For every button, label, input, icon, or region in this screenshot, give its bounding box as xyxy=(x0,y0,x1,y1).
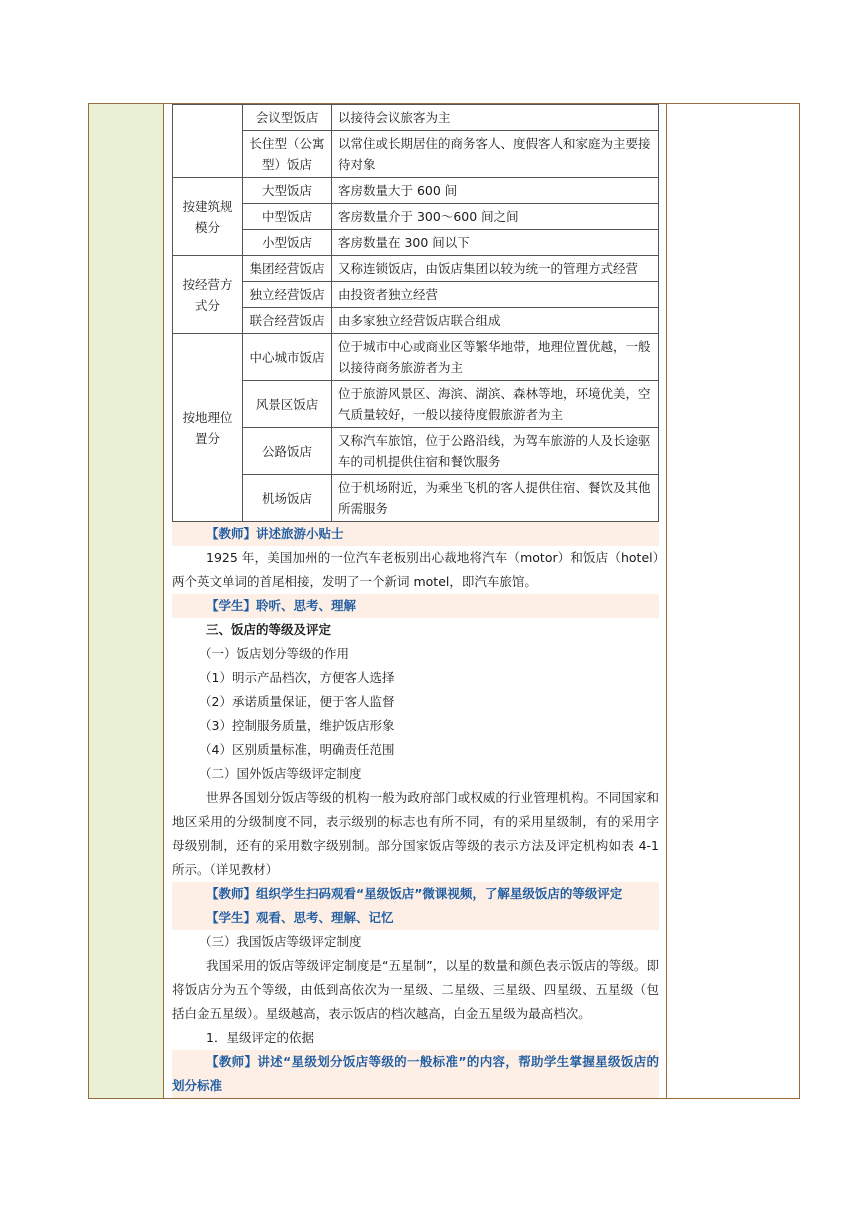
subsection-1: （一）饭店划分等级的作用 xyxy=(199,646,350,661)
table-row xyxy=(173,178,659,204)
teacher-note-1: 【教师】讲述旅游小贴士 xyxy=(172,522,659,546)
china-rating-paragraph: 我国采用的饭店等级评定制度是“五星制”，以星的数量和颜色表示饭店的等级。即将饭店分为五个等级，由低到高依次为一星级、二星级、三星级、四星级、五星级（包括白金五星级）。星级越高，表示饭店的档次越高，白金五星级为最高档次。 xyxy=(172,958,659,1021)
hotel-desc-cell: 位于城市中心或商业区等繁华地带，地理位置优越，一般以接待商务旅游者为主 xyxy=(332,334,659,381)
table-row xyxy=(173,105,659,131)
table-row xyxy=(173,131,659,178)
group-cell: 按建筑规模分 xyxy=(173,178,243,256)
hotel-desc-cell: 位于旅游风景区、海滨、湖滨、森林等地，环境优美，空气质量较好，一般以接待度假旅游者为主 xyxy=(332,381,659,428)
list-item: （3）控制服务质量，维护饭店形象 xyxy=(199,718,395,733)
table-row xyxy=(173,204,659,230)
tip-paragraph: 1925 年，美国加州的一位汽车老板别出心裁地将汽车（motor）和饭店（hotel）两个英文单词的首尾相接，发明了一个新词 motel，即汽车旅馆。 xyxy=(172,550,659,589)
foreign-rating-paragraph: 世界各国划分饭店等级的机构一般为政府部门或权威的行业管理机构。不同国家和地区采用的分级制度不同，表示级别的标志也有所不同，有的采用星级制，有的采用字母级别制，还有的采用数字级别制。部分国家饭店等级的表示方法及评定机构如表 4-1 所示。（详见教材） xyxy=(172,790,659,877)
group-cell: 按地理位置分 xyxy=(173,334,243,522)
lesson-table xyxy=(88,103,800,1099)
hotel-type-cell: 中心城市饭店 xyxy=(243,334,332,381)
hotel-type-cell: 联合经营饭店 xyxy=(243,308,332,334)
hotel-desc-cell: 客房数量大于 600 间 xyxy=(332,178,659,204)
table-row xyxy=(173,334,659,381)
hotel-classification-table xyxy=(172,104,659,522)
right-column xyxy=(666,104,798,1098)
group-cell: 按经营方式分 xyxy=(173,256,243,334)
group-cell xyxy=(173,105,243,178)
left-column xyxy=(89,104,164,1098)
main-content xyxy=(172,104,661,1098)
hotel-desc-cell: 由投资者独立经营 xyxy=(332,282,659,308)
hotel-desc-cell: 又称连锁饭店，由饭店集团以较为统一的管理方式经营 xyxy=(332,256,659,282)
hotel-type-cell: 长住型（公寓型）饭店 xyxy=(243,131,332,178)
student-note-2: 【学生】观看、思考、理解、记忆 xyxy=(172,906,659,930)
teacher-note-2: 【教师】组织学生扫码观看“星级饭店”微课视频，了解星级饭店的等级评定 xyxy=(172,882,659,906)
hotel-desc-cell: 客房数量介于 300～600 间之间 xyxy=(332,204,659,230)
table-row xyxy=(173,475,659,522)
hotel-type-cell: 小型饭店 xyxy=(243,230,332,256)
hotel-desc-cell: 又称汽车旅馆，位于公路沿线，为驾车旅游的人及长途驱车的司机提供住宿和餐饮服务 xyxy=(332,428,659,475)
table-row xyxy=(173,381,659,428)
hotel-type-cell: 中型饭店 xyxy=(243,204,332,230)
hotel-type-cell: 大型饭店 xyxy=(243,178,332,204)
list-item: （4）区别质量标准，明确责任范围 xyxy=(199,742,395,757)
numbered-heading: 1．星级评定的依据 xyxy=(206,1030,314,1045)
hotel-desc-cell: 由多家独立经营饭店联合组成 xyxy=(332,308,659,334)
hotel-desc-cell: 位于机场附近，为乘坐飞机的客人提供住宿、餐饮及其他所需服务 xyxy=(332,475,659,522)
table-row xyxy=(173,230,659,256)
subsection-3: （三）我国饭店等级评定制度 xyxy=(199,934,362,949)
table-row xyxy=(173,282,659,308)
hotel-desc-cell: 以常住或长期居住的商务客人、度假客人和家庭为主要接待对象 xyxy=(332,131,659,178)
hotel-type-cell: 会议型饭店 xyxy=(243,105,332,131)
hotel-desc-cell: 以接待会议旅客为主 xyxy=(332,105,659,131)
table-row xyxy=(173,428,659,475)
list-item: （2）承诺质量保证，便于客人监督 xyxy=(199,694,395,709)
table-row xyxy=(173,308,659,334)
hotel-desc-cell: 客房数量在 300 间以下 xyxy=(332,230,659,256)
student-note-1: 【学生】聆听、思考、理解 xyxy=(172,594,659,618)
teacher-note-3: 【教师】讲述“星级划分饭店等级的一般标准”的内容，帮助学生掌握星级饭店的划分标准 xyxy=(172,1050,659,1098)
section-heading-3: 三、饭店的等级及评定 xyxy=(206,622,332,637)
list-item: （1）明示产品档次，方便客人选择 xyxy=(199,670,395,685)
hotel-type-cell: 独立经营饭店 xyxy=(243,282,332,308)
table-row xyxy=(173,256,659,282)
subsection-2: （二）国外饭店等级评定制度 xyxy=(199,766,362,781)
hotel-type-cell: 机场饭店 xyxy=(243,475,332,522)
hotel-type-cell: 集团经营饭店 xyxy=(243,256,332,282)
hotel-type-cell: 公路饭店 xyxy=(243,428,332,475)
hotel-type-cell: 风景区饭店 xyxy=(243,381,332,428)
